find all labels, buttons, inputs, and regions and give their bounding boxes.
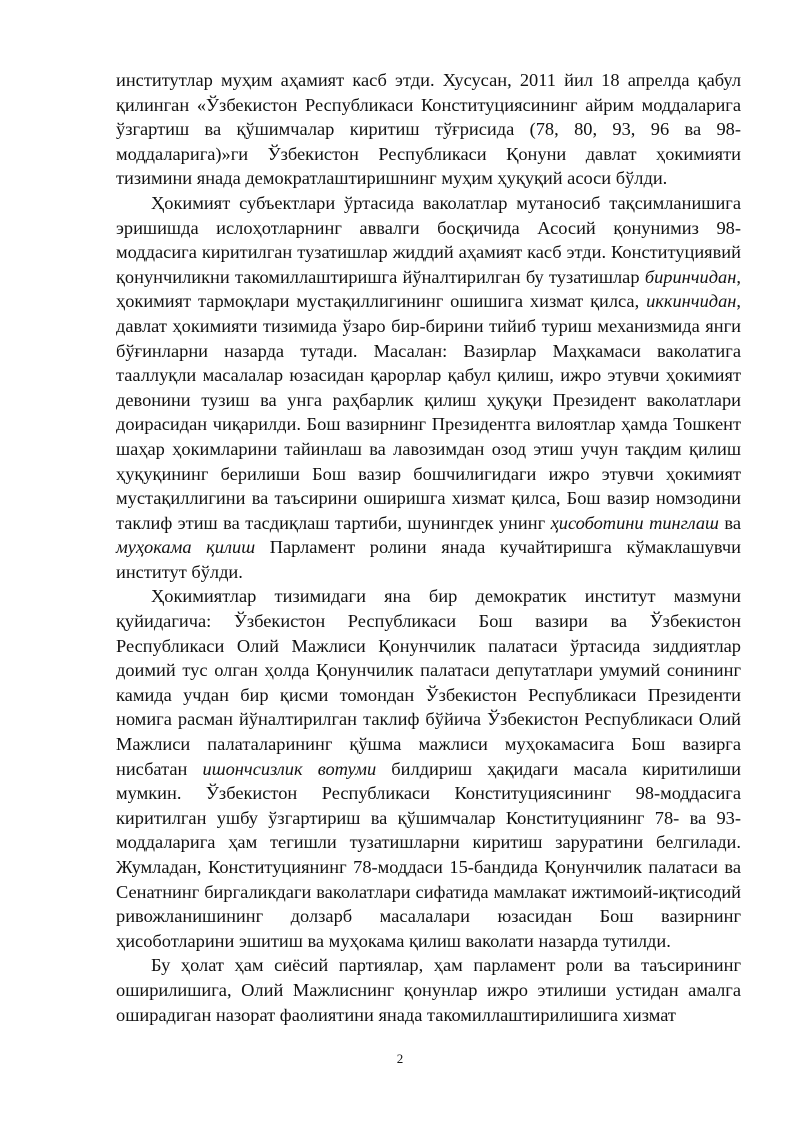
text-segment: Ҳокимият субъектлари ўртасида ваколатлар мутаносиб тақсимланишига эришишда ислоҳотларнинг аввалги босқичида Асосий қонунимиз 98-моддасига киритилган тузатишлар жиддий аҳамият касб этди. Конституциявий қонунчиликни такомиллаштиришга йўналтирилган бу тузатишлар [116,192,741,287]
italic-text: муҳокама қилиш [116,537,256,558]
paragraph [116,68,741,191]
text-segment: Ҳокимиятлар тизимидаги яна бир демократик институт мазмуни қуйидагича: Ўзбекистон Республикаси Бош вазири ва Ўзбекистон Республикаси Олий Мажлиси Қонунчилик палатаси ўртасида зиддиятлар доимий тус олган ҳолда Қонунчилик палатаси депутатлари умумий сонининг камида учдан бир қисми томондан Ўзбекистон Республикаси Президенти номига расман йўналтирилган таклиф бўйича Ўзбекистон Республикаси Олий Мажлиси палаталарининг қўшма мажлиси муҳокамасига Бош вазирга нисбатан [116,586,741,779]
text-segment: ва [718,512,742,533]
text-segment: билдириш ҳақидаги масала киритилиши мумкин. Ўзбекистон Республикаси Конституциясининг 98-моддасига киритилган ушбу ўзгартириш ва қўшимчалар Конституциянинг 78- ва 93-моддаларига ҳам тегишли тузатишларни киритиш заруратини белгилади. Жумладан, Конституциянинг 78-моддаси 15-бандида Қонунчилик палатаси ва Сенатнинг биргаликдаги ваколатлари сифатида мамлакат ижтимоий-иқтисодий ривожланишининг долзарб масалалари юзасидан Бош вазирнинг ҳисоботларини эшитиш ва муҳокама қилиш ваколати назарда тутилди. [116,758,741,951]
body-text [116,68,741,1027]
page-number: 2 [396,1051,404,1066]
italic-text: ишончсизлик вотуми [202,758,377,779]
paragraph [116,953,741,1027]
italic-text: ҳисоботини тинглаш [550,512,719,533]
text-segment: , давлат ҳокимияти тизимида ўзаро бир-бирини тийиб туриш механизмида янги бўғинларни назарда тутади. Масалан: Вазирлар Маҳкамаси ваколатига тааллуқли масалалар юзасидан қарорлар қабул қилиш, ижро этувчи ҳокимият девонини тузиш ва унга раҳбарлик қилиш ҳуқуқи Президент ваколатлари доирасидан чиқарилди. Бош вазирнинг Президентга вилоятлар ҳамда Тошкент шаҳар ҳокимларини тайинлаш ва лавозимдан озод этиш учун тақдим қилиш ҳуқуқининг берилиши Бош вазир бошчилигидаги ижро этувчи ҳокимият мустақиллигини ва таъсирини оширишга хизмат қилса, Бош вазир номзодини таклиф этиш ва тасдиқлаш тартиби, шунингдек унинг [116,291,741,533]
text-segment: институтлар муҳим аҳамият касб этди. Хусусан, 2011 йил 18 апрелда қабул қилинган «Ўзбекистон Республикаси Конституциясининг айрим моддаларига ўзгартиш ва қўшимчалар киритиш тўғрисида (78, 80, 93, 96 ва 98-моддаларига)»ги Ўзбекистон Республикаси Қонуни давлат ҳокимияти тизимини янада демократлаштиришнинг муҳим ҳуқуқий асоси бўлди. [116,70,741,189]
text-segment: Бу ҳолат ҳам сиёсий партиялар, ҳам парламент роли ва таъсирининг оширилишига, Олий Мажлиснинг қонунлар ижро этилиши устидан амалга оширадиган назорат фаолиятини янада такомиллаштирилишига хизмат [116,955,741,1025]
italic-text: биринчидан [644,266,737,287]
text-segment: Парламент ролини янада кучайтиришга кўмаклашувчи институт бўлди. [116,537,741,582]
paragraph [116,584,741,953]
text-segment: , ҳокимият тармоқлари мустақиллигининг ошишига хизмат қилса, [116,266,741,312]
paragraph [116,191,741,585]
italic-text: иккинчидан [646,291,737,312]
